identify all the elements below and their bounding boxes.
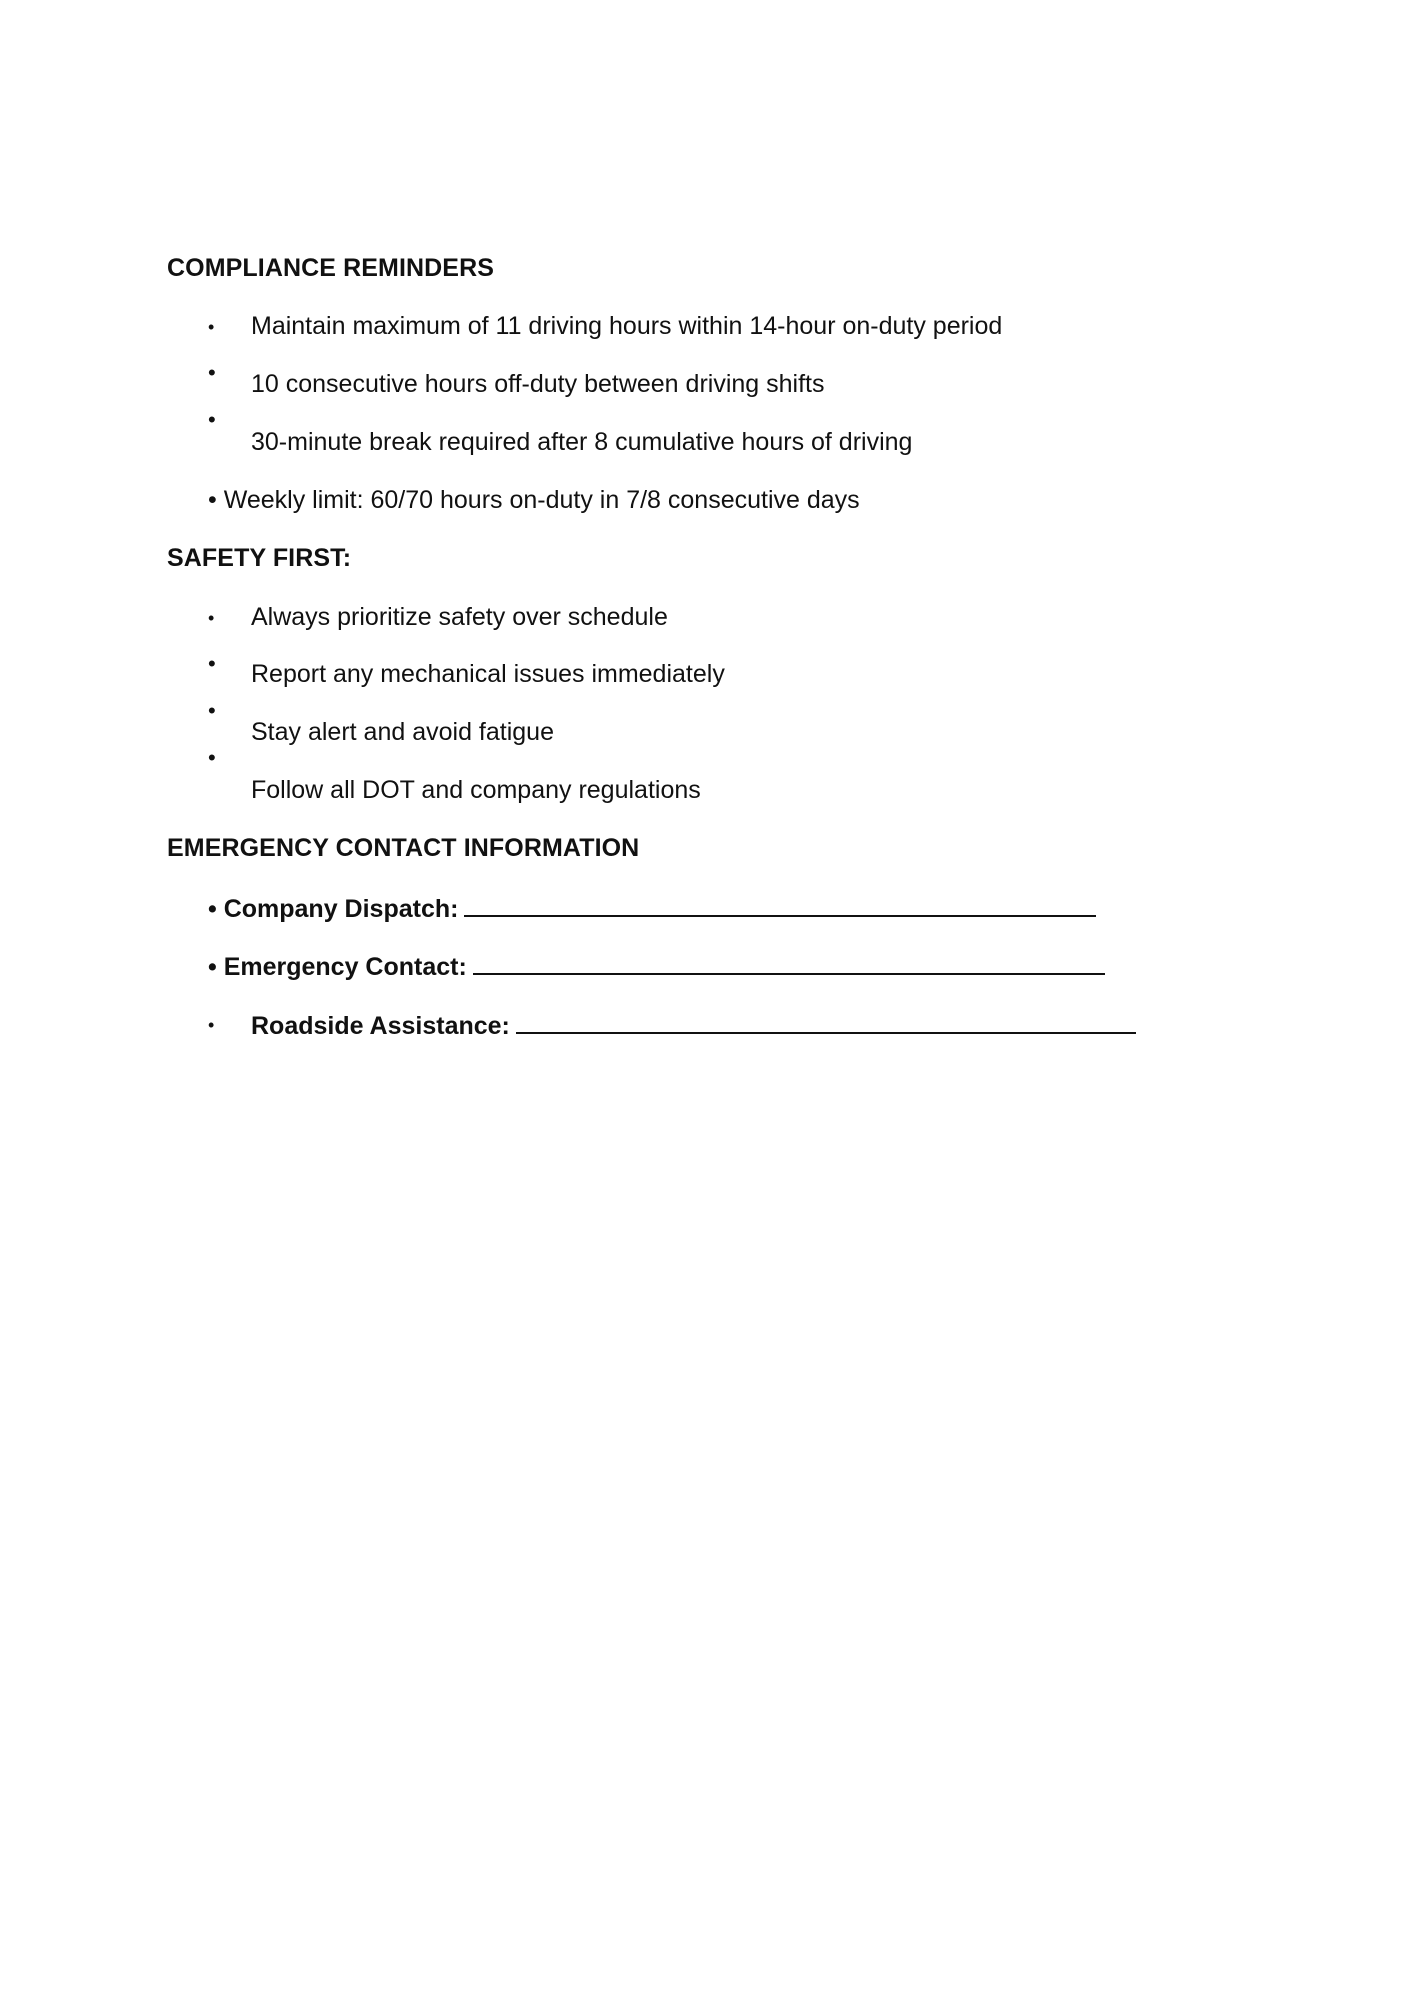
contact-emergency-field[interactable] xyxy=(473,951,1105,975)
compliance-heading: COMPLIANCE REMINDERS xyxy=(167,254,495,282)
contact-roadside-label: Roadside Assistance: xyxy=(251,1012,510,1040)
bullet-icon: • xyxy=(208,1015,215,1035)
safety-item: Always prioritize safety over schedule xyxy=(251,603,668,631)
compliance-item: Maintain maximum of 11 driving hours within 14-hour on-duty period xyxy=(251,312,1003,340)
contact-roadside-row xyxy=(251,1010,1136,1041)
bullet-icon: • xyxy=(208,698,216,723)
bullet-icon: • xyxy=(208,651,216,676)
safety-heading: SAFETY FIRST: xyxy=(167,544,352,572)
bullet-icon: • xyxy=(208,608,215,628)
emergency-heading: EMERGENCY CONTACT INFORMATION xyxy=(167,834,640,862)
compliance-item: 30-minute break required after 8 cumulative hours of driving xyxy=(251,428,913,456)
bullet-icon: • xyxy=(208,745,216,770)
contact-dispatch-label: • Company Dispatch: xyxy=(208,895,459,923)
safety-item: Report any mechanical issues immediately xyxy=(251,660,725,688)
contact-dispatch-field[interactable] xyxy=(464,893,1096,917)
contact-emergency-row xyxy=(208,951,1105,982)
safety-item: Stay alert and avoid fatigue xyxy=(251,718,554,746)
safety-item: Follow all DOT and company regulations xyxy=(251,776,701,804)
bullet-icon: • xyxy=(208,407,216,432)
contact-roadside-field[interactable] xyxy=(516,1010,1136,1034)
bullet-icon: • xyxy=(208,317,215,337)
bullet-icon: • xyxy=(208,360,216,385)
compliance-item: 10 consecutive hours off-duty between driving shifts xyxy=(251,370,825,398)
contact-dispatch-row xyxy=(208,893,1096,924)
contact-emergency-label: • Emergency Contact: xyxy=(208,953,467,981)
compliance-item-weekly: • Weekly limit: 60/70 hours on-duty in 7/8 consecutive days xyxy=(208,486,860,514)
